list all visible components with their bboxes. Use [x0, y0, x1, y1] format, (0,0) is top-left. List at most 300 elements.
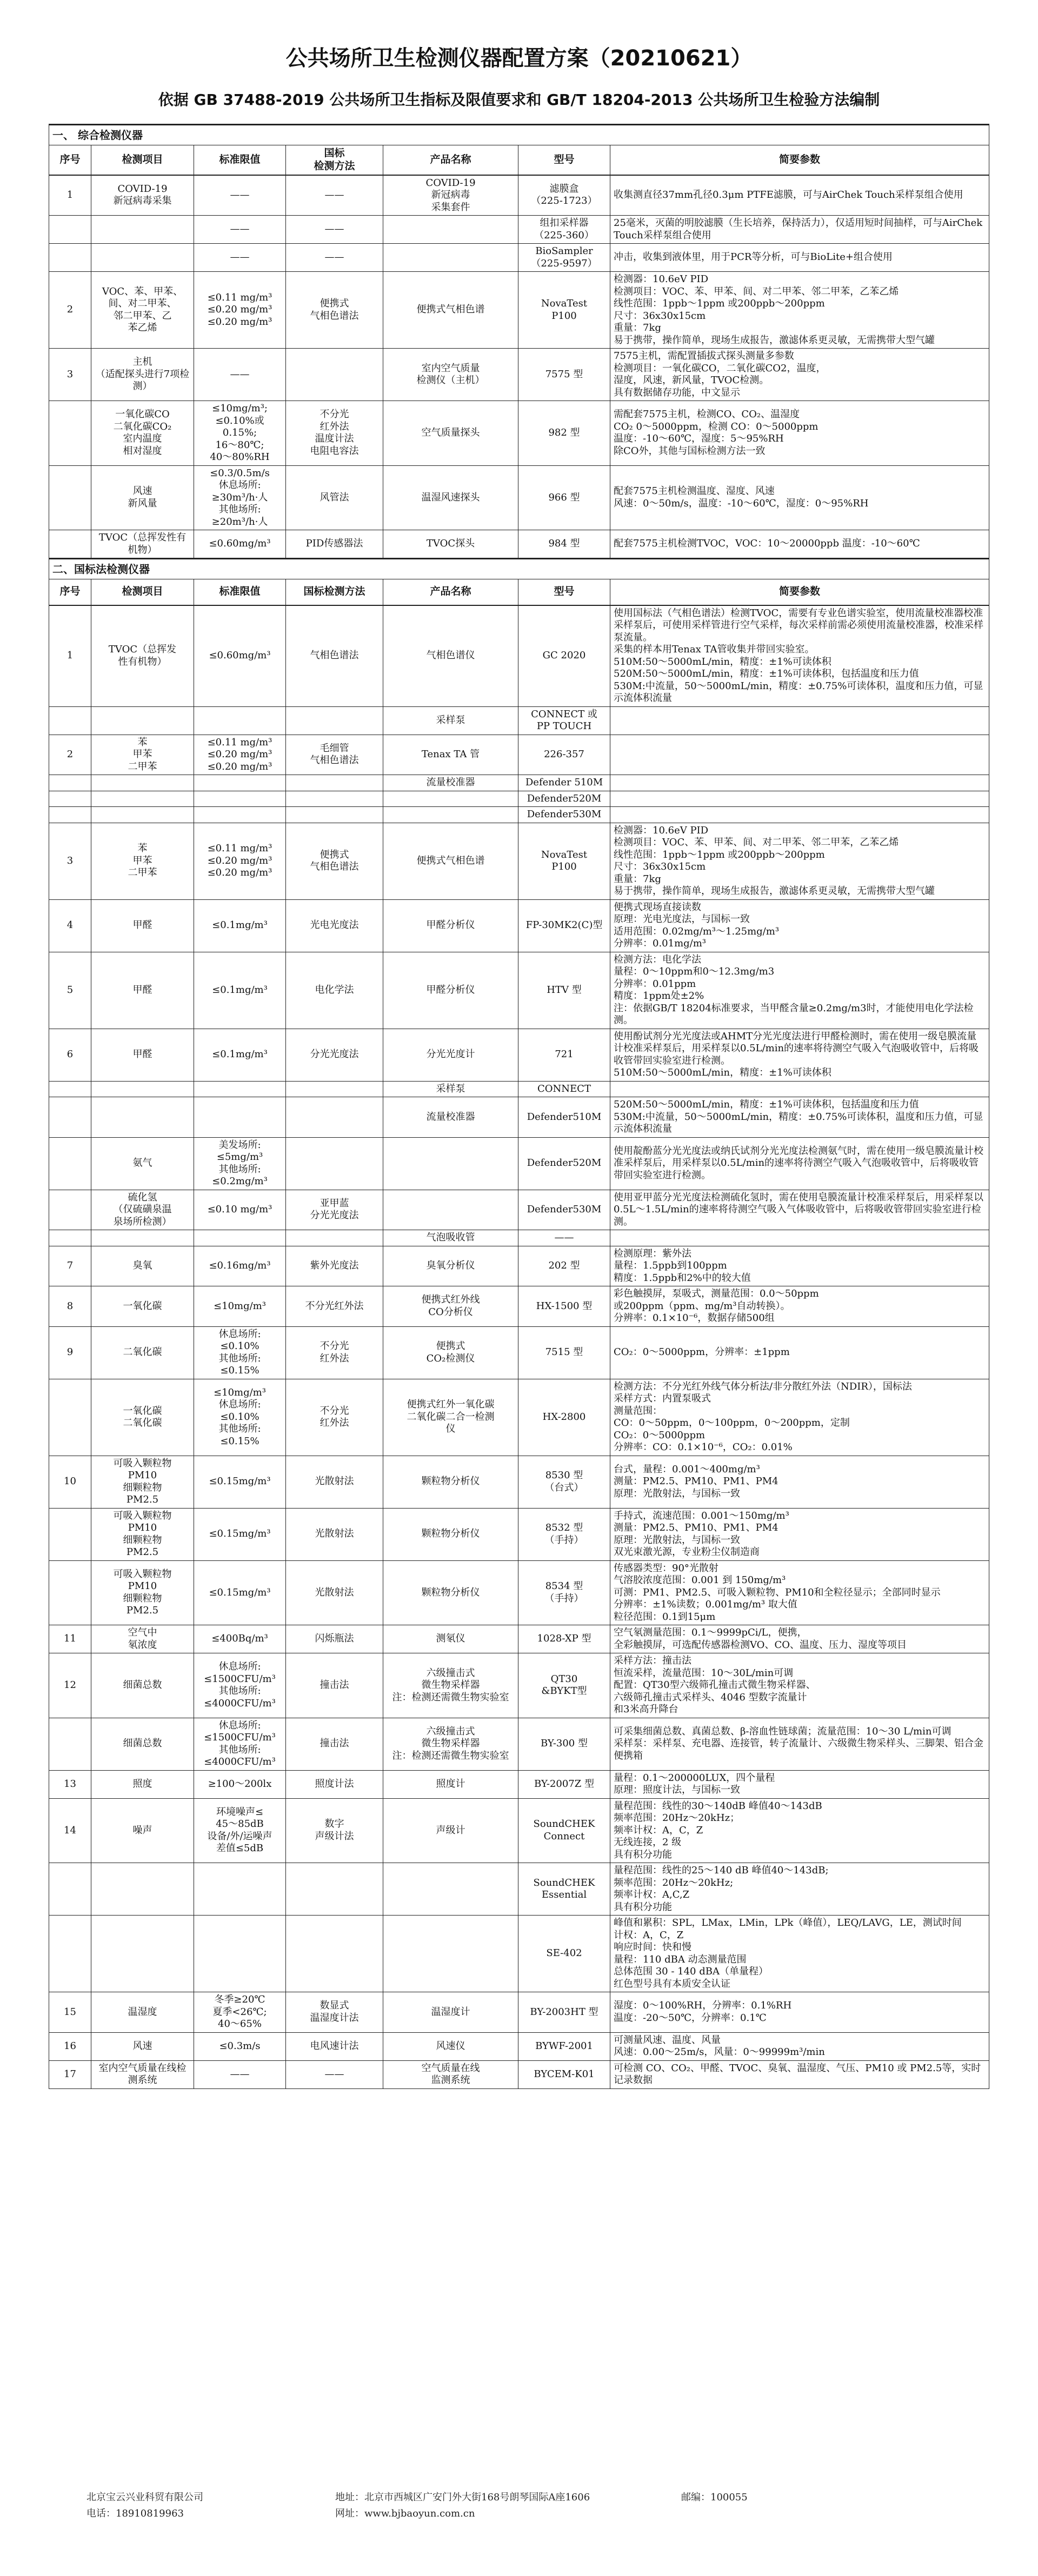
cell-product: [383, 791, 518, 807]
cell-method: 毛细管 气相色谱法: [286, 735, 383, 775]
cell-item: 噪声: [91, 1798, 194, 1863]
cell-item: 苯 甲苯 二甲苯: [91, 735, 194, 775]
cell-params: [610, 807, 989, 823]
cell-method: [286, 1081, 383, 1097]
cell-limit: 休息场所: ≤1500CFU/m³ 其他场所: ≤4000CFU/m³: [194, 1653, 286, 1718]
cell-model: Defender520M: [518, 791, 610, 807]
table-row: [49, 823, 989, 899]
cell-serial: 5: [49, 952, 91, 1029]
cell-item: 主机 （适配探头进行7项检测）: [91, 349, 194, 401]
cell-params: 使用酚试剂分光光度法或AHMT分光光度法进行甲醛检测时，需在使用一级皂膜流量计校准采样泵后，用采样泵以0.5L/min的速率将待测空气吸入气泡吸收管中，后将吸收管带回实验室进行检测。 510M:50～5000mL/min，精度：±1%可读体积: [610, 1029, 989, 1081]
cell-limit: ≤10mg/m³ 休息场所: ≤0.10% 其他场所: ≤0.15%: [194, 1379, 286, 1456]
document-title: 公共场所卫生检测仪器配置方案（20210621）: [285, 46, 753, 71]
cell-serial: [49, 1508, 91, 1560]
cell-item: [91, 775, 194, 791]
cell-serial: 3: [49, 349, 91, 401]
cell-params: 可检测 CO、CO₂、甲醛、TVOC、臭氧、温湿度、气压、PM10 或 PM2.5等，实时记录数据: [610, 2060, 989, 2088]
cell-serial: 10: [49, 1456, 91, 1508]
cell-item: [91, 706, 194, 735]
cell-limit: ≤0.60mg/m³: [194, 605, 286, 707]
cell-serial: 2: [49, 735, 91, 775]
cell-limit: ≤0.10 mg/m³: [194, 1190, 286, 1230]
section1-header-params: 简要参数: [610, 145, 989, 175]
cell-model: 1028-XP 型: [518, 1625, 610, 1653]
cell-product: TVOC探头: [383, 530, 518, 559]
cell-item: [91, 1097, 194, 1138]
section1-heading: 一、 综合检测仪器: [49, 125, 989, 145]
cell-serial: [49, 1081, 91, 1097]
table-row: [49, 1653, 989, 1718]
cell-item: [91, 791, 194, 807]
cell-model: Defender530M: [518, 1190, 610, 1230]
cell-item: 照度: [91, 1770, 194, 1798]
cell-method: 闪烁瓶法: [286, 1625, 383, 1653]
cell-model: BY-300 型: [518, 1718, 610, 1770]
cell-limit: [194, 1097, 286, 1138]
cell-item: 一氧化碳CO 二氧化碳CO₂ 室内温度 相对湿度: [91, 401, 194, 466]
cell-params: [610, 1081, 989, 1097]
cell-product: 采样泵: [383, 706, 518, 735]
cell-method: 电风速计法: [286, 2032, 383, 2060]
cell-product: 臭氧分析仪: [383, 1246, 518, 1286]
cell-model: GC 2020: [518, 605, 610, 707]
table-row: [49, 2032, 989, 2060]
cell-limit: 冬季≥20℃ 夏季<26℃; 40～65%: [194, 1992, 286, 2033]
cell-product: COVID-19 新冠病毒 采集套件: [383, 175, 518, 216]
cell-limit: 环境噪声≤ 45～85dB 设备/外/运噪声 差值≤5dB: [194, 1798, 286, 1863]
cell-product: 测氡仪: [383, 1625, 518, 1653]
cell-method: [286, 807, 383, 823]
cell-item: 风速 新风量: [91, 465, 194, 530]
cell-model: 721: [518, 1029, 610, 1081]
cell-serial: [49, 1230, 91, 1246]
footer-address: 地址：北京市西城区广安门外大街168号朗琴国际A座1606: [335, 2492, 590, 2503]
cell-method: 不分光 红外法: [286, 1379, 383, 1456]
cell-params: 可测量风速、温度、风量 风速：0.00～25m/s，风量：0～99999m³/min: [610, 2032, 989, 2060]
cell-serial: 6: [49, 1029, 91, 1081]
cell-product: 气泡吸收管: [383, 1230, 518, 1246]
cell-method: 光散射法: [286, 1508, 383, 1560]
cell-method: 数显式 温湿度计法: [286, 1992, 383, 2033]
cell-method: 数字 声级计法: [286, 1798, 383, 1863]
cell-item: [91, 244, 194, 272]
cell-product: 六级撞击式 微生物采样器 注：检测还需微生物实验室: [383, 1653, 518, 1718]
cell-limit: 休息场所: ≤1500CFU/m³ 其他场所: ≤4000CFU/m³: [194, 1718, 286, 1770]
cell-method: [286, 1230, 383, 1246]
cell-serial: 12: [49, 1653, 91, 1718]
section1-header-row: [49, 145, 989, 175]
cell-serial: [49, 1379, 91, 1456]
table-row: [49, 1798, 989, 1863]
cell-item: [91, 1230, 194, 1246]
cell-params: 收集测直径37mm孔径0.3μm PTFE滤膜，可与AirChek Touch采样泵组合使用: [610, 175, 989, 216]
cell-product: 甲醛分析仪: [383, 952, 518, 1029]
cell-params: 配套7575主机检测TVOC，VOC：10～20000ppb 温度：-10～60℃: [610, 530, 989, 559]
cell-serial: [49, 1560, 91, 1625]
cell-method: 电化学法: [286, 952, 383, 1029]
cell-limit: 休息场所: ≤0.10% 其他场所: ≤0.15%: [194, 1326, 286, 1379]
cell-item: [91, 1863, 194, 1916]
cell-item: 风速: [91, 2032, 194, 2060]
cell-method: 撞击法: [286, 1653, 383, 1718]
cell-model: FP-30MK2(C)型: [518, 899, 610, 952]
cell-item: 一氧化碳: [91, 1286, 194, 1327]
cell-serial: 2: [49, 272, 91, 349]
section2-header-params: 简要参数: [610, 579, 989, 605]
cell-limit: ≤0.15mg/m³: [194, 1560, 286, 1625]
cell-serial: [49, 1190, 91, 1230]
cell-serial: 15: [49, 1992, 91, 2033]
table-row: [49, 605, 989, 707]
section2-heading-row: [49, 559, 989, 579]
cell-params: 检测方法：电化学法 量程：0～10ppm和0～12.3mg/m3 分辨率：0.01ppm 精度：1ppm处±2% 注：依据GB/T 18204标准要求，当甲醛含量≥0.2mg/m3时，才能使用电化学法检测。: [610, 952, 989, 1029]
section2-header-model: 型号: [518, 579, 610, 605]
cell-model: 7515 型: [518, 1326, 610, 1379]
cell-method: 不分光 红外法 温度计法 电阻电容法: [286, 401, 383, 466]
cell-model: 966 型: [518, 465, 610, 530]
cell-serial: [49, 1863, 91, 1916]
cell-product: 空气质量探头: [383, 401, 518, 466]
cell-item: [91, 216, 194, 244]
cell-serial: [49, 216, 91, 244]
cell-params: 峰值和累积：SPL，LMax，LMin，LPk（峰值），LEQ/LAVG，LE，测试时间 计权：A，C，Z 响应时间：快和慢 量程：110 dBA 动态测量范围 总体范围 30 - 140 dBA（单量程） 红色型号具有本质安全认证: [610, 1916, 989, 1992]
cell-params: 配套7575主机检测温度、湿度、风速 风速：0～50m/s，温度：-10～60℃，湿度：0～95%RH: [610, 465, 989, 530]
cell-serial: 11: [49, 1625, 91, 1653]
cell-model: 7575 型: [518, 349, 610, 401]
cell-params: [610, 735, 989, 775]
cell-serial: [49, 1718, 91, 1770]
cell-limit: ≥100～200lx: [194, 1770, 286, 1798]
cell-method: [286, 706, 383, 735]
cell-model: HX-2800: [518, 1379, 610, 1456]
section2-header-item: 检测项目: [91, 579, 194, 605]
table-row: [49, 1081, 989, 1097]
cell-model: BYCEM-K01: [518, 2060, 610, 2088]
cell-method: ——: [286, 2060, 383, 2088]
table-row: [49, 1863, 989, 1916]
cell-params: [610, 791, 989, 807]
table-row: [49, 807, 989, 823]
cell-method: [286, 1137, 383, 1190]
cell-product: 照度计: [383, 1770, 518, 1798]
cell-params: 量程范围：线性的30～140dB 峰值40～143dB 频率范围：20Hz～20kHz； 频率计权：A，C，Z 无线连接，2 级 具有积分功能: [610, 1798, 989, 1863]
cell-item: 细菌总数: [91, 1653, 194, 1718]
cell-limit: ≤10mg/m³; ≤0.10%或 0.15%; 16～80℃; 40～80%RH: [194, 401, 286, 466]
cell-method: [286, 1097, 383, 1138]
cell-product: 流量校准器: [383, 1097, 518, 1138]
cell-product: [383, 807, 518, 823]
cell-limit: ≤0.11 mg/m³ ≤0.20 mg/m³ ≤0.20 mg/m³: [194, 735, 286, 775]
cell-serial: 1: [49, 605, 91, 707]
table-row: [49, 1916, 989, 1992]
cell-serial: [49, 465, 91, 530]
cell-model: BY-2003HT 型: [518, 1992, 610, 2033]
cell-limit: ≤0.1mg/m³: [194, 952, 286, 1029]
footer-website: 网址：www.bjbaoyun.com.cn: [335, 2508, 475, 2519]
cell-serial: 3: [49, 823, 91, 899]
cell-model: Defender530M: [518, 807, 610, 823]
table-row: [49, 952, 989, 1029]
cell-model: HTV 型: [518, 952, 610, 1029]
cell-limit: [194, 791, 286, 807]
cell-product: 便携式红外线 CO分析仪: [383, 1286, 518, 1327]
cell-item: VOC、苯、甲苯、 间、对二甲苯、 邻二甲苯、乙 苯乙烯: [91, 272, 194, 349]
cell-params: 便携式现场直接读数 原理：光电光度法，与国标一致 适用范围：0.02mg/m³～1.25mg/m³ 分辨率：0.01mg/m³: [610, 899, 989, 952]
cell-model: CONNECT: [518, 1081, 610, 1097]
cell-item: 硫化氢 （仅硫磺泉温 泉场所检测）: [91, 1190, 194, 1230]
cell-serial: [49, 244, 91, 272]
cell-limit: ≤0.11 mg/m³ ≤0.20 mg/m³ ≤0.20 mg/m³: [194, 823, 286, 899]
cell-limit: ≤0.15mg/m³: [194, 1508, 286, 1560]
cell-model: 8534 型 （手持）: [518, 1560, 610, 1625]
cell-product: [383, 244, 518, 272]
cell-item: 苯 甲苯 二甲苯: [91, 823, 194, 899]
cell-limit: ——: [194, 349, 286, 401]
cell-serial: [49, 775, 91, 791]
section2-heading: 二、国标法检测仪器: [49, 559, 989, 579]
footer-company: 北京宝云兴业科贸有限公司: [86, 2492, 203, 2503]
cell-item: [91, 1916, 194, 1992]
section1-header-method: 国标 检测方法: [286, 145, 383, 175]
cell-params: 手持式，流速范围：0.001～150mg/m³ 测量：PM2.5、PM10、PM1、PM4 原理：光散射法，与国标一致 双光束激光源，专业粉尘仪制造商: [610, 1508, 989, 1560]
cell-model: Defender520M: [518, 1137, 610, 1190]
cell-product: 便携式红外一氧化碳 二氧化碳二合一检测 仪: [383, 1379, 518, 1456]
table-row: [49, 349, 989, 401]
section2-header-method: 国标检测方法: [286, 579, 383, 605]
cell-params: 台式，量程：0.001～400mg/m³ 测量：PM2.5、PM10、PM1、PM4 原理：光散射法，与国标一致: [610, 1456, 989, 1508]
table-row: [49, 1097, 989, 1138]
cell-serial: [49, 807, 91, 823]
cell-params: 检测原理：紫外法 量程：1.5ppb到100ppm 精度：1.5ppb和2%中的较大值: [610, 1246, 989, 1286]
cell-product: 颗粒物分析仪: [383, 1560, 518, 1625]
cell-params: 使用亚甲蓝分光光度法检测硫化氢时，需在使用皂膜流量计校准采样泵后，用采样泵以0.5L～1.5L/min的速率将待测空气吸入气体吸收管中，后将吸收管带回实验室进行检测。: [610, 1190, 989, 1230]
cell-model: SoundCHEK Connect: [518, 1798, 610, 1863]
cell-method: 便携式 气相色谱法: [286, 823, 383, 899]
cell-serial: 9: [49, 1326, 91, 1379]
table-row: [49, 401, 989, 466]
cell-limit: ≤10mg/m³: [194, 1286, 286, 1327]
cell-params: 彩色触摸屏，泵吸式，测量范围：0.0～50ppm 或200ppm（ppm、mg/m³自动转换）。 分辨率：0.1×10⁻⁶，数据存储500组: [610, 1286, 989, 1327]
cell-model: 滤膜盒 （225-1723）: [518, 175, 610, 216]
cell-product: 六级撞击式 微生物采样器 注：检测还需微生物实验室: [383, 1718, 518, 1770]
cell-method: 紫外光度法: [286, 1246, 383, 1286]
footer: [86, 2490, 952, 2522]
cell-item: 可吸入颗粒物 PM10 细颗粒物 PM2.5: [91, 1456, 194, 1508]
cell-params: 传感器类型：90°光散射 气溶胶浓度范围：0.001 到 150mg/m³ 可测：PM1、PM2.5、可吸入颗粒物、PM10和全粒径显示；全部同时显示 分辨率：±1%读数；0.001mg/m³ 取大值 粒径范围：0.1到15μm: [610, 1560, 989, 1625]
cell-item: 温湿度: [91, 1992, 194, 2033]
cell-product: 流量校准器: [383, 775, 518, 791]
cell-model: BYWF-2001: [518, 2032, 610, 2060]
section1-header-serial: 序号: [49, 145, 91, 175]
table-row: [49, 1718, 989, 1770]
table-row: [49, 1246, 989, 1286]
cell-serial: [49, 1097, 91, 1138]
cell-params: 检测器：10.6eV PID 检测项目：VOC、苯、甲苯、间、对二甲苯、邻二甲苯，乙苯乙烯 线性范围：1ppb～1ppm 或200ppb～200ppm 尺寸：36x30x15cm 重量：7kg 易于携带，操作简单，现场生成报告，激滤体系更灵敏，无需携带大型气罐: [610, 823, 989, 899]
cell-params: 7575主机，需配置插拔式探头测量多参数 检测项目：一氧化碳CO，二氧化碳CO2，温度， 湿度，风速，新风量，TVOC检测。 具有数据储存功能，中文显示: [610, 349, 989, 401]
cell-item: COVID-19 新冠病毒采集: [91, 175, 194, 216]
cell-limit: [194, 807, 286, 823]
cell-params: 量程：0.1～200000LUX，四个量程 原理：照度计法，与国标一致: [610, 1770, 989, 1798]
cell-item: TVOC（总挥发性有机物）: [91, 530, 194, 559]
cell-params: 检测方法：不分光红外线气体分析法/非分散红外法（NDIR），国标法 采样方式：内置泵吸式 测量范围： CO：0～50ppm，0～100ppm，0～200ppm，定制 CO₂：0～5000ppm 分辨率：CO：0.1×10⁻⁶，CO₂：0.01%: [610, 1379, 989, 1456]
equipment-table: [49, 124, 989, 2089]
table-row: [49, 175, 989, 216]
cell-model: ——: [518, 1230, 610, 1246]
cell-model: CONNECT 或 PP TOUCH: [518, 706, 610, 735]
cell-product: 采样泵: [383, 1081, 518, 1097]
cell-method: ——: [286, 244, 383, 272]
table-row: [49, 1456, 989, 1508]
cell-model: 202 型: [518, 1246, 610, 1286]
cell-product: [383, 216, 518, 244]
cell-model: SE-402: [518, 1916, 610, 1992]
cell-model: BioSampler （225-9597）: [518, 244, 610, 272]
cell-product: 温湿风速探头: [383, 465, 518, 530]
cell-model: NovaTest P100: [518, 823, 610, 899]
cell-method: 光散射法: [286, 1456, 383, 1508]
cell-method: 便携式 气相色谱法: [286, 272, 383, 349]
cell-limit: ——: [194, 244, 286, 272]
cell-product: [383, 1916, 518, 1992]
cell-method: 光电光度法: [286, 899, 383, 952]
table-row: [49, 735, 989, 775]
footer-postcode: 邮编：100055: [681, 2492, 748, 2503]
footer-phone: 电话：18910819963: [86, 2508, 184, 2519]
cell-product: 室内空气质量 检测仪（主机）: [383, 349, 518, 401]
cell-method: [286, 349, 383, 401]
table-row: [49, 1379, 989, 1456]
cell-model: 8532 型 （手持）: [518, 1508, 610, 1560]
section1-header-item: 检测项目: [91, 145, 194, 175]
cell-item: 二氧化碳: [91, 1326, 194, 1379]
cell-limit: ≤0.1mg/m³: [194, 1029, 286, 1081]
section1-header-product: 产品名称: [383, 145, 518, 175]
cell-product: 颗粒物分析仪: [383, 1456, 518, 1508]
cell-params: 使用靛酚蓝分光光度法或纳氏试剂分光光度法检测氨气时，需在使用一级皂膜流量计校准采样泵后，用采样泵以0.5L/min的速率将待测空气吸入气泡吸收管中，后将吸收管带回实验室进行检测。: [610, 1137, 989, 1190]
cell-serial: [49, 1137, 91, 1190]
cell-item: TVOC（总挥发 性有机物）: [91, 605, 194, 707]
cell-model: 982 型: [518, 401, 610, 466]
cell-method: 气相色谱法: [286, 605, 383, 707]
table-row: [49, 530, 989, 559]
table-row: [49, 1190, 989, 1230]
cell-method: 光散射法: [286, 1560, 383, 1625]
cell-limit: ≤0.15mg/m³: [194, 1456, 286, 1508]
cell-params: 检测器：10.6eV PID 检测项目：VOC、苯、甲苯、间、对二甲苯、邻二甲苯，乙苯乙烯 线性范围：1ppb～1ppm 或200ppb～200ppm 尺寸：36x30x15cm 重量：7kg 易于携带，操作简单，现场生成报告，激滤体系更灵敏，无需携带大型气罐: [610, 272, 989, 349]
cell-params: 25毫米，灭菌的明胶滤膜（生长培养，保持活力），仅适用短时间抽样，可与AirChek Touch采样泵组合使用: [610, 216, 989, 244]
cell-method: ——: [286, 216, 383, 244]
cell-product: 便携式 CO₂检测仪: [383, 1326, 518, 1379]
table-row: [49, 244, 989, 272]
table-row: [49, 1508, 989, 1560]
cell-method: 不分光 红外法: [286, 1326, 383, 1379]
cell-method: [286, 1863, 383, 1916]
cell-serial: [49, 706, 91, 735]
cell-item: 室内空气质量在线检测系统: [91, 2060, 194, 2088]
cell-serial: [49, 791, 91, 807]
cell-params: 湿度：0～100%RH，分辨率：0.1%RH 温度：-20～50℃，分辨率：0.1℃: [610, 1992, 989, 2033]
cell-limit: [194, 1081, 286, 1097]
cell-method: 不分光红外法: [286, 1286, 383, 1327]
cell-item: 甲醛: [91, 952, 194, 1029]
cell-serial: 4: [49, 899, 91, 952]
cell-limit: ≤0.16mg/m³: [194, 1246, 286, 1286]
cell-product: 颗粒物分析仪: [383, 1508, 518, 1560]
cell-params: [610, 1230, 989, 1246]
cell-item: 甲醛: [91, 1029, 194, 1081]
table-row: [49, 791, 989, 807]
cell-product: 分光光度计: [383, 1029, 518, 1081]
cell-params: [610, 706, 989, 735]
cell-serial: [49, 401, 91, 466]
cell-product: 气相色谱仪: [383, 605, 518, 707]
table-row: [49, 272, 989, 349]
table-row: [49, 1326, 989, 1379]
cell-params: CO₂：0～5000ppm，分辨率：±1ppm: [610, 1326, 989, 1379]
table-row: [49, 1137, 989, 1190]
cell-product: [383, 1137, 518, 1190]
table-row: [49, 706, 989, 735]
cell-item: 可吸入颗粒物 PM10 细颗粒物 PM2.5: [91, 1560, 194, 1625]
section1-heading-row: [49, 125, 989, 145]
cell-item: 氨气: [91, 1137, 194, 1190]
cell-method: 亚甲蓝 分光光度法: [286, 1190, 383, 1230]
cell-limit: ≤0.3/0.5m/s 休息场所: ≥30m³/h·人 其他场所: ≥20m³/h·人: [194, 465, 286, 530]
cell-method: ——: [286, 175, 383, 216]
table-row: [49, 1230, 989, 1246]
cell-model: 226-357: [518, 735, 610, 775]
cell-model: SoundCHEK Essential: [518, 1863, 610, 1916]
cell-limit: ≤0.60mg/m³: [194, 530, 286, 559]
cell-params: 520M:50～5000mL/min，精度：±1%可读体积，包括温度和压力值 530M:中流量，50～5000mL/min，精度：±0.75%可读体积，温度和压力值，可显示流体积流量: [610, 1097, 989, 1138]
cell-serial: 17: [49, 2060, 91, 2088]
cell-params: 冲击，收集到液体里，用于PCR等分析，可与BioLite+组合使用: [610, 244, 989, 272]
section2-header-serial: 序号: [49, 579, 91, 605]
cell-method: 风管法: [286, 465, 383, 530]
cell-serial: 1: [49, 175, 91, 216]
cell-limit: [194, 706, 286, 735]
cell-params: 可采集细菌总数、真菌总数、β-溶血性链球菌；流量范围：10～30 L/min可调 采样泵：采样泵、充电器、连接管，转子流量计、六级微生物采样头、三脚架、铝合金便携箱: [610, 1718, 989, 1770]
cell-params: 空气氡测量范围：0.1～9999pCi/L，便携， 全彩触摸屏，可选配传感器检测VO、CO、温度、压力、湿度等项目: [610, 1625, 989, 1653]
section2-header-product: 产品名称: [383, 579, 518, 605]
cell-limit: ——: [194, 216, 286, 244]
cell-model: Defender510M: [518, 1097, 610, 1138]
cell-limit: ≤0.11 mg/m³ ≤0.20 mg/m³ ≤0.20 mg/m³: [194, 272, 286, 349]
cell-method: PID传感器法: [286, 530, 383, 559]
cell-limit: [194, 1230, 286, 1246]
cell-item: 甲醛: [91, 899, 194, 952]
cell-serial: [49, 530, 91, 559]
cell-limit: [194, 775, 286, 791]
cell-serial: 13: [49, 1770, 91, 1798]
cell-product: [383, 1190, 518, 1230]
cell-method: 照度计法: [286, 1770, 383, 1798]
cell-product: 甲醛分析仪: [383, 899, 518, 952]
cell-limit: ≤400Bq/m³: [194, 1625, 286, 1653]
table-row: [49, 1286, 989, 1327]
cell-limit: ——: [194, 175, 286, 216]
table-row: [49, 1992, 989, 2033]
table-row: [49, 1625, 989, 1653]
cell-model: HX-1500 型: [518, 1286, 610, 1327]
cell-item: 一氧化碳 二氧化碳: [91, 1379, 194, 1456]
cell-product: 风速仪: [383, 2032, 518, 2060]
cell-model: 8530 型 （台式）: [518, 1456, 610, 1508]
cell-model: Defender 510M: [518, 775, 610, 791]
cell-item: [91, 807, 194, 823]
equipment-table-body: [49, 125, 989, 2089]
table-row: [49, 1560, 989, 1625]
